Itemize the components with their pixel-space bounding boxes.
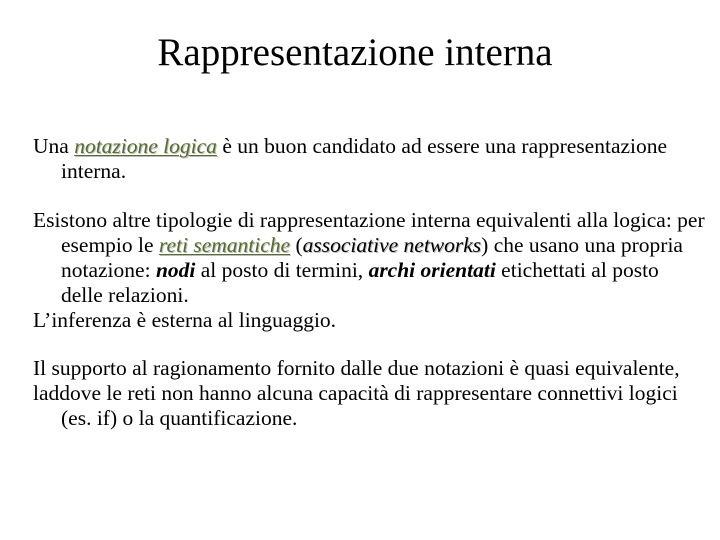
text-segment: etichettati al posto delle relazioni. bbox=[61, 258, 659, 307]
paragraph-altre-tipologie bbox=[33, 208, 705, 308]
text-segment: Esistono altre tipologie di rappresentazione interna equivalenti alla logica: per esempio le bbox=[33, 208, 705, 257]
link-reti-semantiche[interactable]: reti semantiche bbox=[158, 233, 291, 257]
term-nodi: nodi bbox=[155, 258, 196, 282]
term-associative-networks: associative networks bbox=[302, 233, 482, 257]
text-segment: è un buon candidato ad essere una rappresentazione interna. bbox=[61, 134, 668, 183]
text-segment: ) che usano una propria notazione: bbox=[61, 233, 683, 282]
paragraph-inferenza: L’inferenza è esterna al linguaggio. bbox=[33, 308, 337, 332]
text-segment: Una bbox=[33, 134, 75, 158]
link-notazione-logica[interactable]: notazione logica bbox=[74, 134, 217, 158]
text-segment: al posto di termini, bbox=[195, 258, 369, 282]
text-segment: ( bbox=[290, 233, 303, 257]
paragraph-laddove: laddove le reti non hanno alcuna capacità di rappresentare connettivi logici (es. if) o la quantificazione. bbox=[33, 381, 678, 430]
slide-body bbox=[33, 134, 705, 431]
term-archi-orientati: archi orientati bbox=[368, 258, 496, 282]
paragraph-notazione-logica bbox=[33, 134, 705, 184]
paragraph-supporto-ragionamento: Il supporto al ragionamento fornito dalle due notazioni è quasi equivalente, bbox=[33, 356, 680, 380]
slide-title: Rappresentazione interna bbox=[157, 31, 553, 74]
